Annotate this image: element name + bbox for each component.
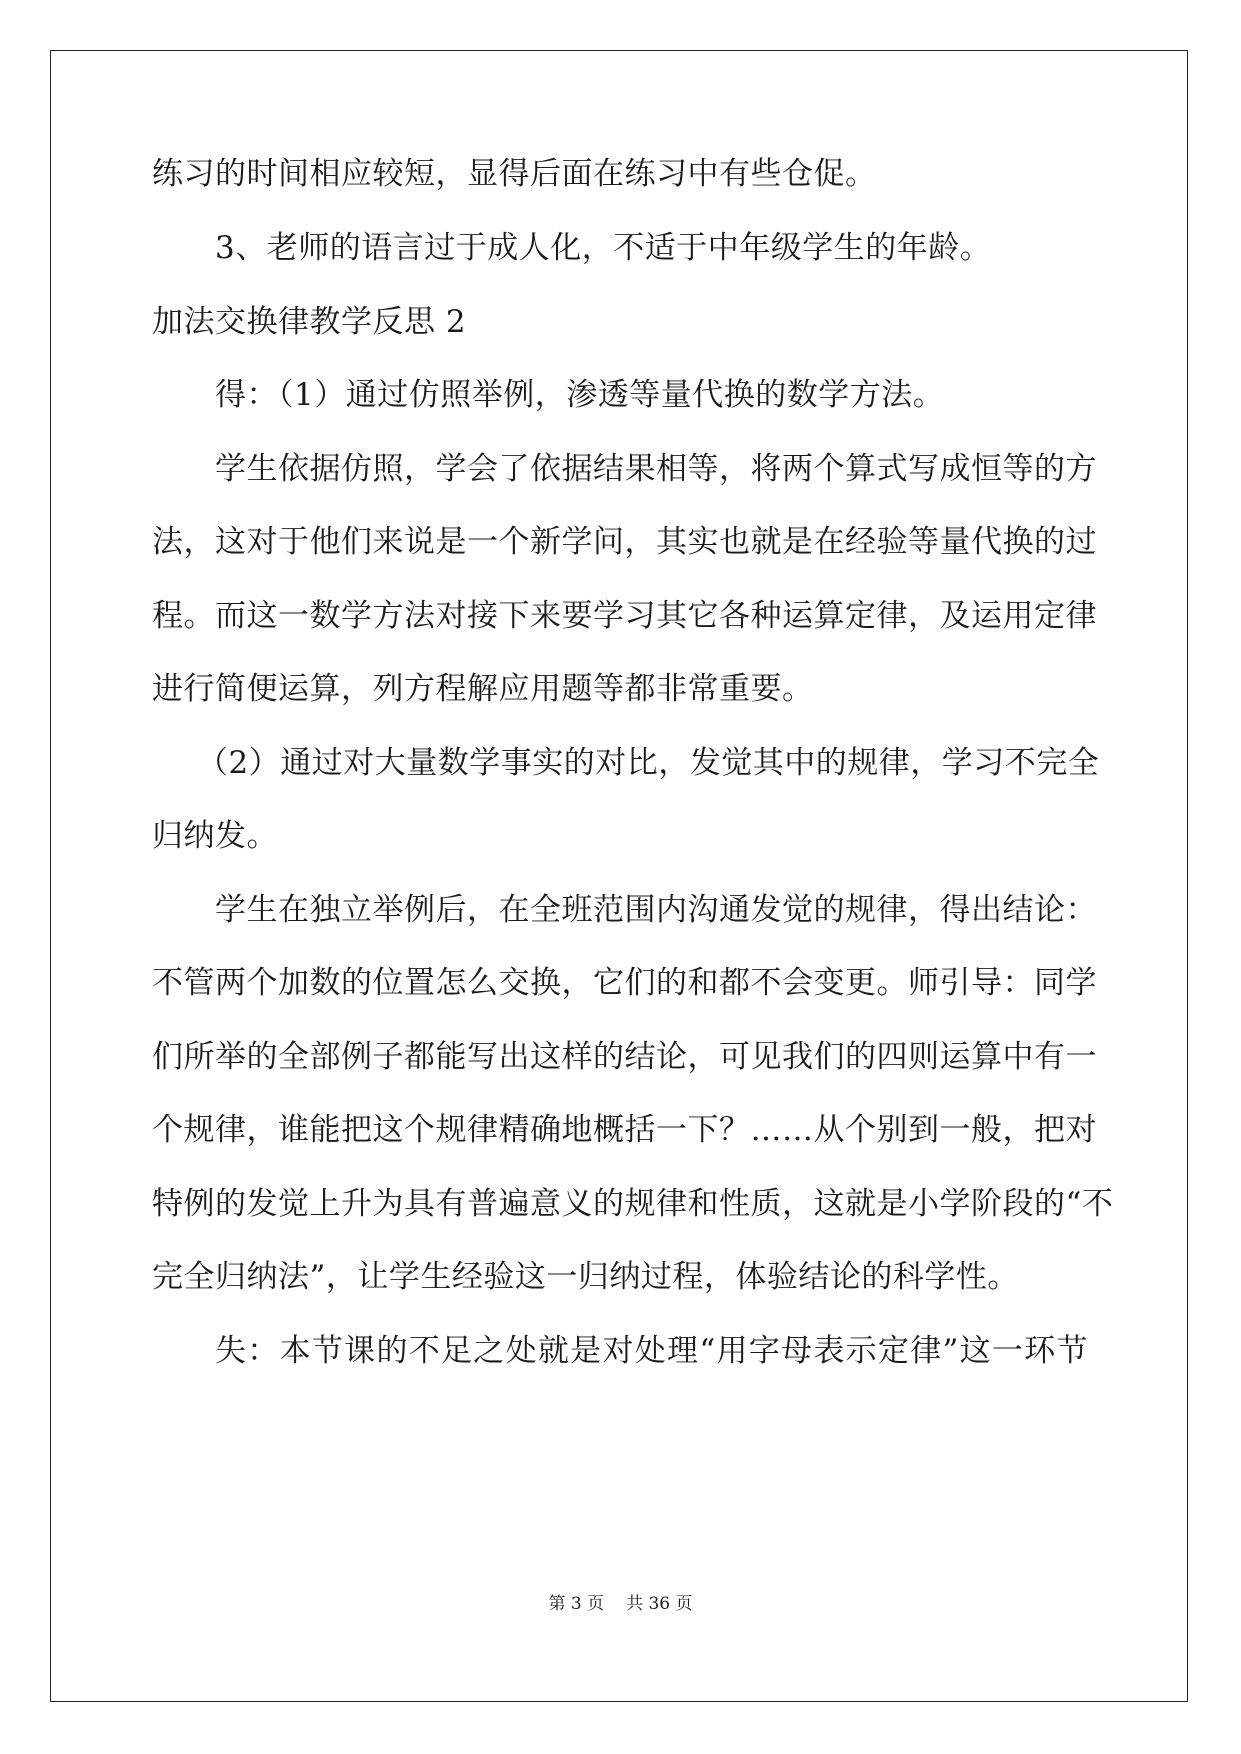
- paragraph-line: 3、老师的语言过于成人化，不适于中年级学生的年龄。: [215, 230, 992, 266]
- paragraph-line: （2）通过对大量数学事实的对比，发觉其中的规律，学习不完全: [197, 745, 1100, 781]
- page-border: [50, 50, 1188, 1702]
- paragraph-line: 失：本节课的不足之处就是对处理“用字母表示定律”这一环节: [215, 1333, 1088, 1369]
- section-heading: 加法交换律教学反思 2: [152, 304, 467, 340]
- paragraph-line: 学生依据仿照，学会了依据结果相等，将两个算式写成恒等的方: [215, 451, 1097, 487]
- paragraph-line: 学生在独立举例后，在全班范围内沟通发觉的规律，得出结论：: [215, 892, 1097, 928]
- paragraph-line: 不管两个加数的位置怎么交换，它们的和都不会变更。师引导：同学: [152, 965, 1097, 1001]
- paragraph-line: 得：（1）通过仿照举例，渗透等量代换的数学方法。: [215, 377, 945, 413]
- page-total: 共 36 页: [626, 1594, 693, 1614]
- paragraph-line: 练习的时间相应较短，显得后面在练习中有些仓促。: [152, 156, 877, 192]
- paragraph-line: 特例的发觉上升为具有普遍意义的规律和性质，这就是小学阶段的“不: [152, 1186, 1114, 1222]
- paragraph-line: 法，这对于他们来说是一个新学问，其实也就是在经验等量代换的过: [152, 524, 1097, 560]
- paragraph-line: 进行简便运算，列方程解应用题等都非常重要。: [152, 671, 814, 707]
- page-footer: [0, 1592, 1241, 1616]
- page-number: 第 3 页: [548, 1594, 605, 1614]
- paragraph-line: 完全归纳法”，让学生经验这一归纳过程，体验结论的科学性。: [152, 1259, 1019, 1295]
- paragraph-line: 程。而这一数学方法对接下来要学习其它各种运算定律，及运用定律: [152, 598, 1097, 634]
- paragraph-line: 个规律，谁能把这个规律精确地概括一下？……从个别到一般，把对: [152, 1112, 1097, 1148]
- paragraph-line: 归纳发。: [152, 818, 278, 854]
- paragraph-line: 们所举的全部例子都能写出这样的结论，可见我们的四则运算中有一: [152, 1039, 1097, 1075]
